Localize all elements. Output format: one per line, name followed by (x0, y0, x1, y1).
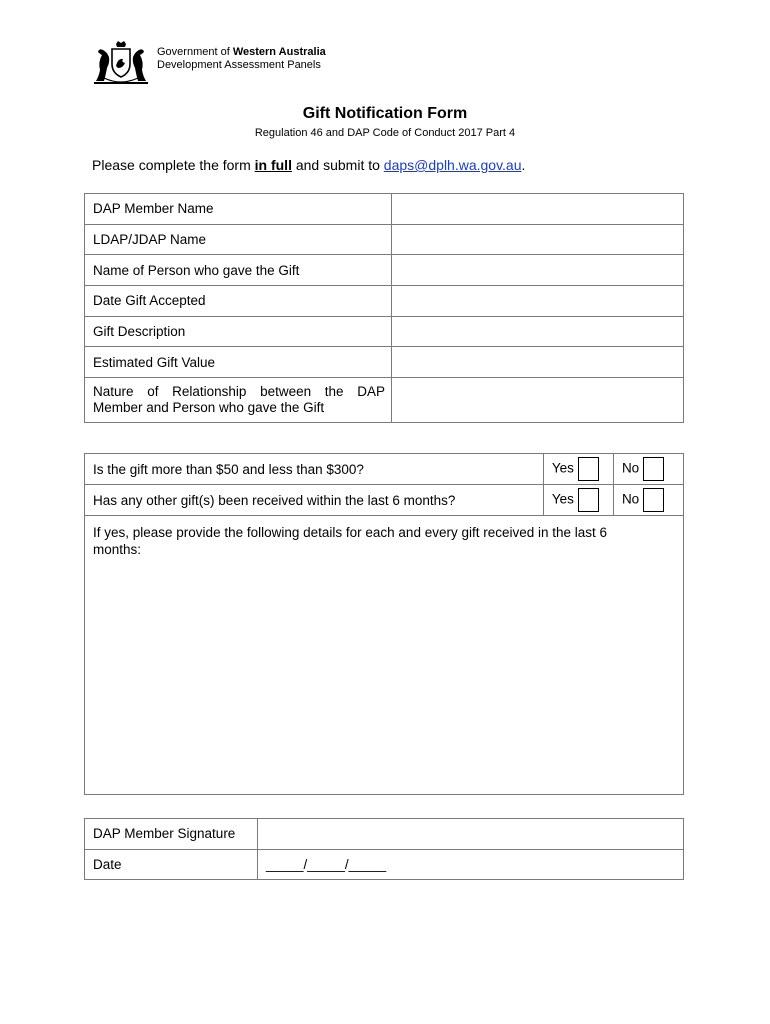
gift-giver-name-label: Name of Person who gave the Gift (85, 255, 392, 286)
gift-questions-table (84, 453, 684, 795)
no-label: No (621, 491, 640, 507)
signature-field[interactable] (258, 819, 684, 850)
date-placeholder: _____/_____/_____ (266, 856, 387, 872)
relationship-label: Nature of Relationship between the DAP Member and Person who gave the Gift (85, 378, 392, 423)
ldap-jdap-name-label: LDAP/JDAP Name (85, 224, 392, 255)
gift-description-field[interactable] (392, 316, 684, 347)
ldap-jdap-name-field[interactable] (392, 224, 684, 255)
signature-label: DAP Member Signature (85, 819, 258, 850)
date-gift-accepted-label: Date Gift Accepted (85, 286, 392, 317)
table-row (85, 378, 684, 423)
estimated-gift-value-label: Estimated Gift Value (85, 347, 392, 378)
other-gifts-no-cell (613, 485, 683, 516)
organisation-name: Development Assessment Panels (157, 59, 321, 71)
other-gifts-yes-cell (543, 485, 613, 516)
other-gifts-yes-checkbox[interactable] (578, 488, 599, 512)
wa-crest-logo (90, 40, 152, 86)
table-row (85, 194, 684, 225)
estimated-gift-value-field[interactable] (392, 347, 684, 378)
table-row (85, 316, 684, 347)
table-row (85, 255, 684, 286)
relationship-field[interactable] (392, 378, 684, 423)
other-gifts-details-field[interactable] (85, 516, 684, 795)
instructions-text: Please complete the form in full and submit to daps@dplh.wa.gov.au. (92, 157, 526, 173)
table-row (85, 454, 684, 485)
gift-value-yes-checkbox[interactable] (578, 457, 599, 481)
table-row (85, 819, 684, 850)
government-name: Government of Western Australia (157, 46, 326, 58)
gift-value-no-checkbox[interactable] (643, 457, 664, 481)
gift-value-no-cell (613, 454, 683, 485)
signature-table (84, 818, 684, 880)
other-gifts-question: Has any other gift(s) been received within the last 6 months? (85, 485, 544, 516)
gift-value-question: Is the gift more than $50 and less than $300? (85, 454, 544, 485)
yes-label: Yes (551, 491, 574, 507)
table-row (85, 286, 684, 317)
dap-member-name-field[interactable] (392, 194, 684, 225)
table-row (85, 516, 684, 795)
other-gifts-details-prompt: If yes, please provide the following details for each and every gift received in the last 6 months: (93, 525, 608, 557)
date-gift-accepted-field[interactable] (392, 286, 684, 317)
form-subtitle: Regulation 46 and DAP Code of Conduct 2017 Part 4 (254, 127, 516, 139)
table-row (85, 485, 684, 516)
table-row (85, 849, 684, 880)
date-field[interactable] (258, 849, 684, 880)
no-label: No (621, 460, 640, 476)
email-link[interactable]: daps@dplh.wa.gov.au (383, 157, 522, 173)
yes-label: Yes (551, 460, 574, 476)
dap-member-name-label: DAP Member Name (85, 194, 392, 225)
gift-details-table (84, 193, 684, 423)
gift-description-label: Gift Description (85, 316, 392, 347)
other-gifts-no-checkbox[interactable] (643, 488, 664, 512)
date-label: Date (85, 849, 258, 880)
table-row (85, 224, 684, 255)
table-row (85, 347, 684, 378)
form-title: Gift Notification Form (302, 105, 468, 122)
gift-giver-name-field[interactable] (392, 255, 684, 286)
gift-value-yes-cell (543, 454, 613, 485)
